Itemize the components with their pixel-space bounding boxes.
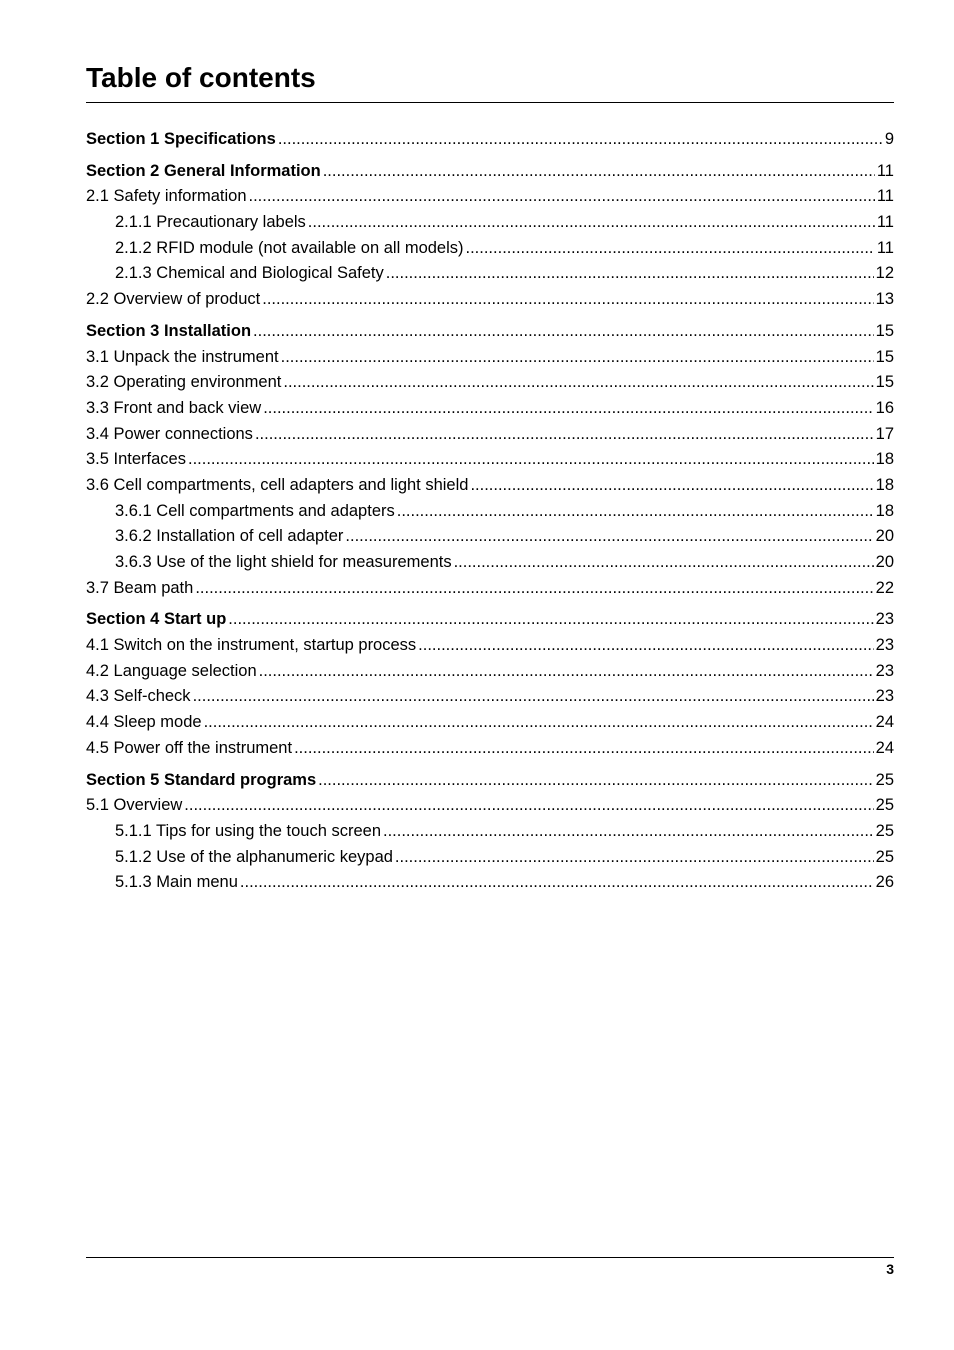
toc-entry[interactable] <box>86 422 894 448</box>
toc-entry-page: 11 <box>876 213 894 232</box>
toc-entry[interactable] <box>86 473 894 499</box>
toc-entry-page: 18 <box>875 475 894 494</box>
toc-section-entry[interactable] <box>86 319 894 345</box>
toc-entry[interactable] <box>86 184 894 210</box>
toc-dot-leader <box>195 576 873 602</box>
toc-dot-leader <box>397 499 874 525</box>
toc-dot-leader <box>240 870 874 896</box>
toc-dot-leader <box>253 319 874 345</box>
toc-dot-leader <box>204 710 874 736</box>
toc-entry-page: 25 <box>875 821 894 840</box>
toc-entry-page: 12 <box>875 264 894 283</box>
toc-entry-label: Section 4 Start up <box>86 610 227 629</box>
toc-dot-leader <box>386 261 874 287</box>
toc-entry-page: 15 <box>875 373 894 392</box>
toc-dot-leader <box>262 287 873 313</box>
toc-dot-leader <box>249 184 875 210</box>
toc-entry[interactable] <box>86 576 894 602</box>
toc-entry-label: 2.1.3 Chemical and Biological Safety <box>115 264 384 283</box>
toc-entry[interactable] <box>86 499 894 525</box>
toc-entry-label: Section 1 Specifications <box>86 130 276 148</box>
toc-entry[interactable] <box>86 870 894 896</box>
toc-dot-leader <box>263 396 873 422</box>
toc-entry[interactable] <box>86 550 894 576</box>
toc-entry-label: 3.1 Unpack the instrument <box>86 347 279 366</box>
toc-dot-leader <box>283 370 873 396</box>
toc-entry-page: 15 <box>875 321 894 340</box>
title-divider <box>86 102 894 103</box>
table-of-contents <box>86 127 894 896</box>
toc-entry[interactable] <box>86 659 894 685</box>
toc-entry-page: 11 <box>876 238 894 257</box>
toc-entry-label: 3.3 Front and back view <box>86 398 262 417</box>
toc-entry[interactable] <box>86 370 894 396</box>
toc-dot-leader <box>184 793 873 819</box>
toc-entry-page: 16 <box>875 398 894 417</box>
toc-entry-label: 3.7 Beam path <box>86 578 194 597</box>
toc-entry-page: 11 <box>876 187 894 206</box>
toc-entry-label: 4.1 Switch on the instrument, startup process <box>86 636 417 655</box>
toc-entry[interactable] <box>86 261 894 287</box>
toc-entry-label: Section 2 General Information <box>86 161 321 180</box>
toc-dot-leader <box>345 524 873 550</box>
toc-dot-leader <box>294 736 874 762</box>
toc-entry-page: 23 <box>875 610 894 629</box>
toc-entry[interactable] <box>86 819 894 845</box>
toc-entry-label: 4.4 Sleep mode <box>86 713 202 732</box>
toc-entry-label: 2.1.1 Precautionary labels <box>115 213 306 232</box>
toc-dot-leader <box>418 633 873 659</box>
toc-entry-label: Section 5 Standard programs <box>86 770 317 789</box>
toc-section-entry[interactable] <box>86 607 894 633</box>
toc-entry[interactable] <box>86 736 894 762</box>
toc-entry-label: Section 3 Installation <box>86 321 252 340</box>
toc-entry[interactable] <box>86 210 894 236</box>
toc-entry-label: 3.5 Interfaces <box>86 450 186 469</box>
toc-dot-leader <box>395 845 874 871</box>
page-title: Table of contents <box>86 62 316 93</box>
toc-entry-label: 3.4 Power connections <box>86 424 253 443</box>
toc-entry-label: 3.2 Operating environment <box>86 373 282 392</box>
toc-entry-page: 17 <box>875 424 894 443</box>
toc-entry[interactable] <box>86 447 894 473</box>
toc-entry-page: 24 <box>875 738 894 757</box>
toc-entry-page: 11 <box>876 161 894 180</box>
toc-entry[interactable] <box>86 710 894 736</box>
toc-dot-leader <box>193 684 874 710</box>
toc-entry-page: 25 <box>875 847 894 866</box>
toc-dot-leader <box>281 345 874 371</box>
toc-entry-page: 9 <box>884 130 894 148</box>
footer-divider <box>86 1257 894 1258</box>
page-number: 3 <box>886 1261 894 1277</box>
toc-entry-page: 20 <box>875 527 894 546</box>
toc-dot-leader <box>278 127 883 153</box>
toc-entry-page: 18 <box>875 450 894 469</box>
toc-entry-label: 4.2 Language selection <box>86 661 257 680</box>
toc-entry[interactable] <box>86 236 894 262</box>
toc-entry-page: 23 <box>875 661 894 680</box>
toc-dot-leader <box>308 210 875 236</box>
toc-entry[interactable] <box>86 345 894 371</box>
toc-entry-label: 2.1.2 RFID module (not available on all models) <box>115 238 464 257</box>
toc-entry[interactable] <box>86 793 894 819</box>
toc-entry[interactable] <box>86 287 894 313</box>
toc-entry-label: 4.5 Power off the instrument <box>86 738 293 757</box>
toc-entry[interactable] <box>86 845 894 871</box>
toc-entry-label: 4.3 Self-check <box>86 687 191 706</box>
toc-dot-leader <box>470 473 873 499</box>
toc-entry-label: 3.6.1 Cell compartments and adapters <box>115 501 395 520</box>
toc-dot-leader <box>454 550 874 576</box>
toc-entry[interactable] <box>86 396 894 422</box>
toc-dot-leader <box>318 768 874 794</box>
toc-entry-page: 24 <box>875 713 894 732</box>
toc-entry[interactable] <box>86 684 894 710</box>
toc-entry-label: 2.2 Overview of product <box>86 290 261 309</box>
toc-entry-page: 13 <box>875 290 894 309</box>
toc-dot-leader <box>323 159 875 185</box>
toc-entry[interactable] <box>86 633 894 659</box>
toc-dot-leader <box>466 236 875 262</box>
toc-entry-label: 5.1.1 Tips for using the touch screen <box>115 821 381 840</box>
toc-entry-page: 23 <box>875 636 894 655</box>
toc-entry-label: 2.1 Safety information <box>86 187 247 206</box>
toc-entry-page: 18 <box>875 501 894 520</box>
toc-dot-leader <box>259 659 874 685</box>
toc-entry[interactable] <box>86 524 894 550</box>
toc-entry-page: 25 <box>875 770 894 789</box>
toc-entry-label: 5.1.3 Main menu <box>115 873 238 892</box>
toc-dot-leader <box>188 447 874 473</box>
toc-entry-label: 3.6 Cell compartments, cell adapters and light shield <box>86 475 469 494</box>
toc-entry-label: 5.1 Overview <box>86 796 183 815</box>
toc-entry-page: 25 <box>875 796 894 815</box>
toc-entry-label: 3.6.2 Installation of cell adapter <box>115 527 344 546</box>
toc-section-entry[interactable] <box>86 768 894 794</box>
toc-entry-label: 3.6.3 Use of the light shield for measurements <box>115 553 452 571</box>
toc-dot-leader <box>255 422 874 448</box>
toc-entry-page: 22 <box>875 578 894 597</box>
toc-dot-leader <box>383 819 874 845</box>
toc-entry-label: 5.1.2 Use of the alphanumeric keypad <box>115 847 393 866</box>
toc-entry-page: 15 <box>875 347 894 366</box>
toc-entry-page: 26 <box>875 873 894 892</box>
toc-section-entry[interactable] <box>86 159 894 185</box>
toc-section-entry[interactable] <box>86 127 894 153</box>
toc-entry-page: 23 <box>875 687 894 706</box>
toc-dot-leader <box>228 607 873 633</box>
toc-entry-page: 20 <box>875 553 894 571</box>
